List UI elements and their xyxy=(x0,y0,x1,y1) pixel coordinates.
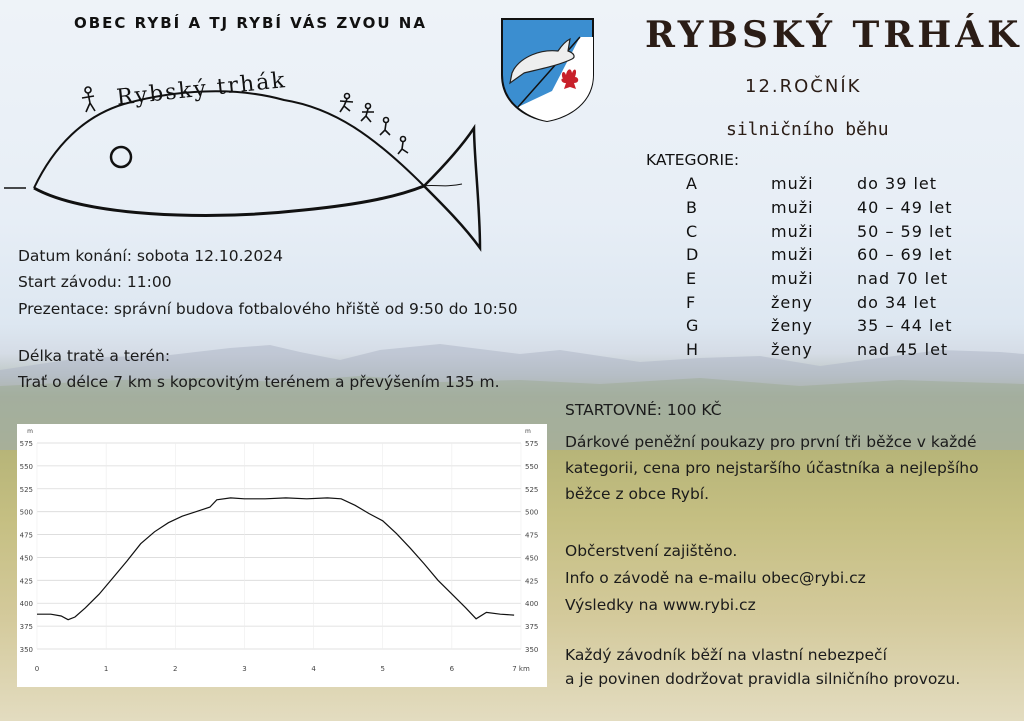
village-coat-of-arms xyxy=(500,17,595,123)
x-tick-label: 5 xyxy=(380,665,385,673)
entry-fee: STARTOVNÉ: 100 KČ xyxy=(565,401,722,419)
refreshments-info: Občerstvení zajištěno. xyxy=(565,542,738,560)
category-row: A muži do 39 let xyxy=(686,174,938,193)
category-row: B muži 40 – 49 let xyxy=(686,198,953,217)
y-tick-label-right: 350 xyxy=(525,646,539,654)
subtitle: silničního běhu xyxy=(726,119,889,140)
category-row: F ženy do 34 let xyxy=(686,293,938,312)
x-tick-label: 6 xyxy=(449,665,455,673)
y-tick-label-right: 550 xyxy=(525,462,539,471)
y-tick-label: 425 xyxy=(19,577,33,586)
y-tick-label-right: 425 xyxy=(525,577,539,586)
y-tick-label: 550 xyxy=(19,462,33,471)
y-tick-label-right: 500 xyxy=(525,508,539,517)
category-row: G ženy 35 – 44 let xyxy=(686,316,953,335)
start-time: Start závodu: 11:00 xyxy=(18,273,172,291)
disclaimer-line: a je povinen dodržovat pravidla silničního provozu. xyxy=(565,670,961,688)
x-tick-label: 2 xyxy=(173,665,178,673)
logo-text: Rybský trhák xyxy=(115,67,288,111)
x-tick-label: 1 xyxy=(103,665,109,673)
y-tick-label: 350 xyxy=(19,646,33,654)
y-tick-label: 575 xyxy=(19,440,33,448)
x-tick-label: 3 xyxy=(242,665,247,673)
y-tick-label: 450 xyxy=(19,554,33,563)
y-tick-label: 400 xyxy=(19,600,33,609)
y-unit-label: m xyxy=(27,428,33,435)
edition-label: 12.ROČNÍK xyxy=(745,76,862,97)
x-tick-label: 0 xyxy=(34,665,40,673)
y-tick-label: 375 xyxy=(19,623,33,632)
x-tick-label: 7 km xyxy=(512,665,530,673)
contact-info: Info o závodě na e-mailu obec@rybi.cz xyxy=(565,569,866,587)
category-row: E muži nad 70 let xyxy=(686,269,949,288)
track-description: Trať o délce 7 km s kopcovitým terénem a převýšením 135 m. xyxy=(18,373,500,391)
category-row: C muži 50 – 59 let xyxy=(686,222,953,241)
event-date: Datum konání: sobota 12.10.2024 xyxy=(18,247,283,265)
prize-line: Dárkové peněžní poukazy pro první tři běžce v každé xyxy=(565,433,977,451)
y-tick-label-right: 575 xyxy=(525,440,539,448)
registration-info: Prezentace: správní budova fotbalového hřiště od 9:50 do 10:50 xyxy=(18,300,518,318)
category-row: H ženy nad 45 let xyxy=(686,340,949,359)
category-row: D muži 60 – 69 let xyxy=(686,245,953,264)
y-tick-label-right: 400 xyxy=(525,600,539,609)
prize-line: běžce z obce Rybí. xyxy=(565,485,710,503)
invitation-line: OBEC RYBÍ A TJ RYBÍ VÁS ZVOU NA xyxy=(74,14,427,32)
track-heading: Délka tratě a terén: xyxy=(18,347,171,365)
categories-heading: KATEGORIE: xyxy=(646,151,740,169)
y-tick-label: 475 xyxy=(19,531,33,540)
elevation-chart-svg xyxy=(17,424,547,687)
x-tick-label: 4 xyxy=(311,665,316,673)
y-tick-label-right: 375 xyxy=(525,623,539,632)
y-tick-label: 500 xyxy=(19,508,33,517)
elevation-profile-chart xyxy=(17,424,547,687)
y-tick-label-right: 450 xyxy=(525,554,539,563)
prize-line: kategorii, cena pro nejstaršího účastníka a nejlepšího xyxy=(565,459,979,477)
y-tick-label: 525 xyxy=(19,485,33,494)
y-tick-label-right: 525 xyxy=(525,485,539,494)
page-title: RYBSKÝ TRHÁK xyxy=(645,14,1023,56)
y-unit-label-right: m xyxy=(525,428,531,435)
disclaimer-line: Každý závodník běží na vlastní nebezpečí xyxy=(565,646,887,664)
y-tick-label-right: 475 xyxy=(525,531,539,540)
elevation-line xyxy=(37,498,514,620)
results-info: Výsledky na www.rybi.cz xyxy=(565,596,756,614)
